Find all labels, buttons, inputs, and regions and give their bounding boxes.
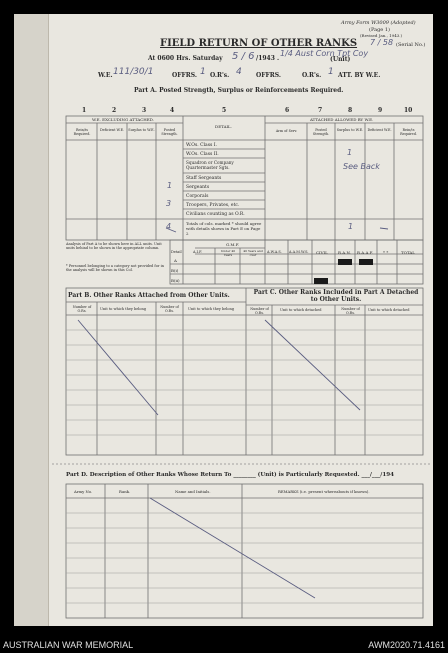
hand-posted-troopers: 3 [166, 199, 172, 208]
footer-institution: AUSTRALIAN WAR MEMORIAL [3, 640, 134, 650]
analysis-col: A.W.A.S. [267, 250, 282, 254]
form-ref-line3: (Revised Jan., 1943.) [360, 33, 403, 38]
right-head: Arm of Serv. [275, 129, 298, 133]
col-number: 8 [348, 107, 353, 114]
totals-row-label: Totals of cols. marked * should agree with details shown in Part E on Page 2 [186, 221, 262, 236]
right-head: Deficient W.E. [367, 128, 392, 132]
analysis-col: TOTAL [401, 250, 415, 255]
hand-right-totals: 1 [348, 222, 354, 231]
col-number: 5 [222, 107, 227, 114]
part-b-head: Number of O.Rs. [72, 305, 92, 313]
we-offrs1: OFFRS. [172, 72, 197, 79]
row-label: Staff Sergeants [186, 176, 222, 181]
analysis-col: R.A.A.F. [357, 250, 374, 255]
part-c-title: Part C. Other Ranks Included in Part A Detached to Other Units. [253, 289, 419, 303]
at-line-unit: 1/4 Aust Corn Tpt Coy [280, 49, 369, 58]
row-label: Sergeants [186, 185, 210, 190]
form-ref-line1: Army Form W3009 (Adopted) [341, 20, 416, 26]
analysis-col: CIVIL [316, 250, 328, 255]
analysis-note-2: * Personnel belonging to a category not provided for in the analysis will be shown in this Col. [66, 264, 164, 273]
part-b-head: Number of O.Rs. [160, 305, 179, 313]
col-number: 2 [112, 107, 117, 114]
at-line-date: 5 / 6 [232, 51, 255, 62]
right-head: Rein/ts Required. [400, 128, 417, 136]
col-number: 4 [170, 107, 175, 114]
row-label: Corporals [186, 194, 209, 199]
hand-posted-totals: 4 [166, 222, 172, 231]
col-number: 3 [142, 107, 147, 114]
right-head: Posted Strength. [312, 128, 330, 136]
form-ref-line2: (Page 1) [369, 27, 390, 33]
left-head: Deficient W.E. [99, 128, 125, 132]
serial-value: 7 / 58 [370, 38, 394, 47]
part-c-head: Unit to which detached [368, 308, 410, 312]
we-offrs2-value: 4 [236, 67, 242, 77]
at-line-unit-label: (Unit) [330, 56, 351, 63]
row-label: Squadron or Company Quartermaster Sgts. [186, 160, 234, 170]
part-d-title: Part D. Description of Other Ranks Whose Return To ________ (Unit) is Particularly Requested. ___/___/194 [66, 472, 395, 478]
part-c-head: Number of O.Rs. [250, 307, 269, 315]
analysis-col: R.A.N. [338, 250, 351, 255]
col-number: 6 [285, 107, 290, 114]
analysis-col: 40 Years and over [243, 249, 263, 257]
hand-surplus-wo2: 1 [347, 148, 353, 157]
analysis-row-a: A [174, 258, 177, 263]
analysis-row-b1: B(i) [171, 268, 179, 273]
we-ors1: O.R's. [210, 72, 230, 79]
left-head: Rein/ts Required. [73, 128, 91, 136]
right-head: Surplus to W.E. [336, 128, 364, 132]
col-number: 7 [318, 107, 323, 114]
row-label: W.Os. Class I. [186, 143, 217, 148]
left-head: Posted Strength. [161, 128, 178, 136]
at-line-prefix: At 0600 Hrs. Saturday [148, 55, 223, 62]
we-label: W.E. [98, 72, 113, 79]
form-title: FIELD RETURN OF OTHER RANKS [160, 38, 358, 49]
we-offrs2: OFFRS. [256, 72, 281, 79]
analysis-note: Analysis of Part A to be shown here in ALL units. Unit units behind to be shown in the appropriate column. [66, 242, 162, 251]
row-label: W.Os. Class II. [186, 152, 219, 157]
row-label: Troopers, Privates, etc. [186, 203, 240, 208]
at-line-year: /1943 . [256, 55, 280, 62]
we-ors2: O.R's. [302, 72, 322, 79]
analysis-gmf: G.M.F. [226, 242, 240, 247]
col-number: 9 [378, 107, 383, 114]
part-c-head: Number of O.Rs. [341, 307, 360, 315]
col-number: 10 [404, 107, 413, 114]
group-right-heading: ATTACHED ALLOWED BY W.E. [310, 117, 374, 122]
analysis-col: A.A.M.W.S. [289, 250, 309, 254]
we-att: ATT. BY W.E. [338, 72, 381, 79]
hand-surplus-note: See Back [343, 162, 380, 171]
part-d-head: Rank. [119, 489, 131, 494]
analysis-col: A.I.F. [193, 250, 203, 254]
hand-posted-sergeants: 1 [167, 181, 173, 190]
part-b-head: Unit to which they belong [188, 307, 235, 311]
group-left-heading: W.E. EXCLUDING ATTACHED. [92, 117, 155, 122]
we-value: 111/30/1 [113, 67, 154, 77]
we-att-value: 1 [328, 67, 334, 77]
detail-heading: DETAIL. [215, 124, 232, 129]
part-b-head: Unit to which they belong [100, 307, 147, 311]
footer-accession: AWM2020.71.4161 [368, 640, 445, 650]
part-d-head: Army No. [74, 489, 93, 494]
serial-label: (Serial No.) [396, 42, 426, 48]
we-ors1-value: 1 [200, 67, 206, 77]
analysis-detail-label: Detail [171, 250, 182, 254]
analysis-col: * * [383, 250, 389, 255]
part-c-head: Unit to which detached [280, 308, 322, 312]
col-number: 1 [82, 107, 87, 114]
left-head: Surplus to W.E. [128, 128, 155, 132]
analysis-col: Under 40 Years [220, 249, 236, 257]
part-d-head: REMARKS (i.e. present whereabouts if known). [278, 489, 370, 494]
part-a-heading: Part A. Posted Strength, Surplus or Reinforcements Required. [134, 87, 344, 94]
part-d-head: Name and Initials. [175, 489, 211, 494]
analysis-row-b2: B(ii) [171, 278, 180, 283]
row-label: Civilians counting as O.R. [186, 212, 245, 217]
part-b-title: Part B. Other Ranks Attached from Other Units. [68, 292, 230, 299]
